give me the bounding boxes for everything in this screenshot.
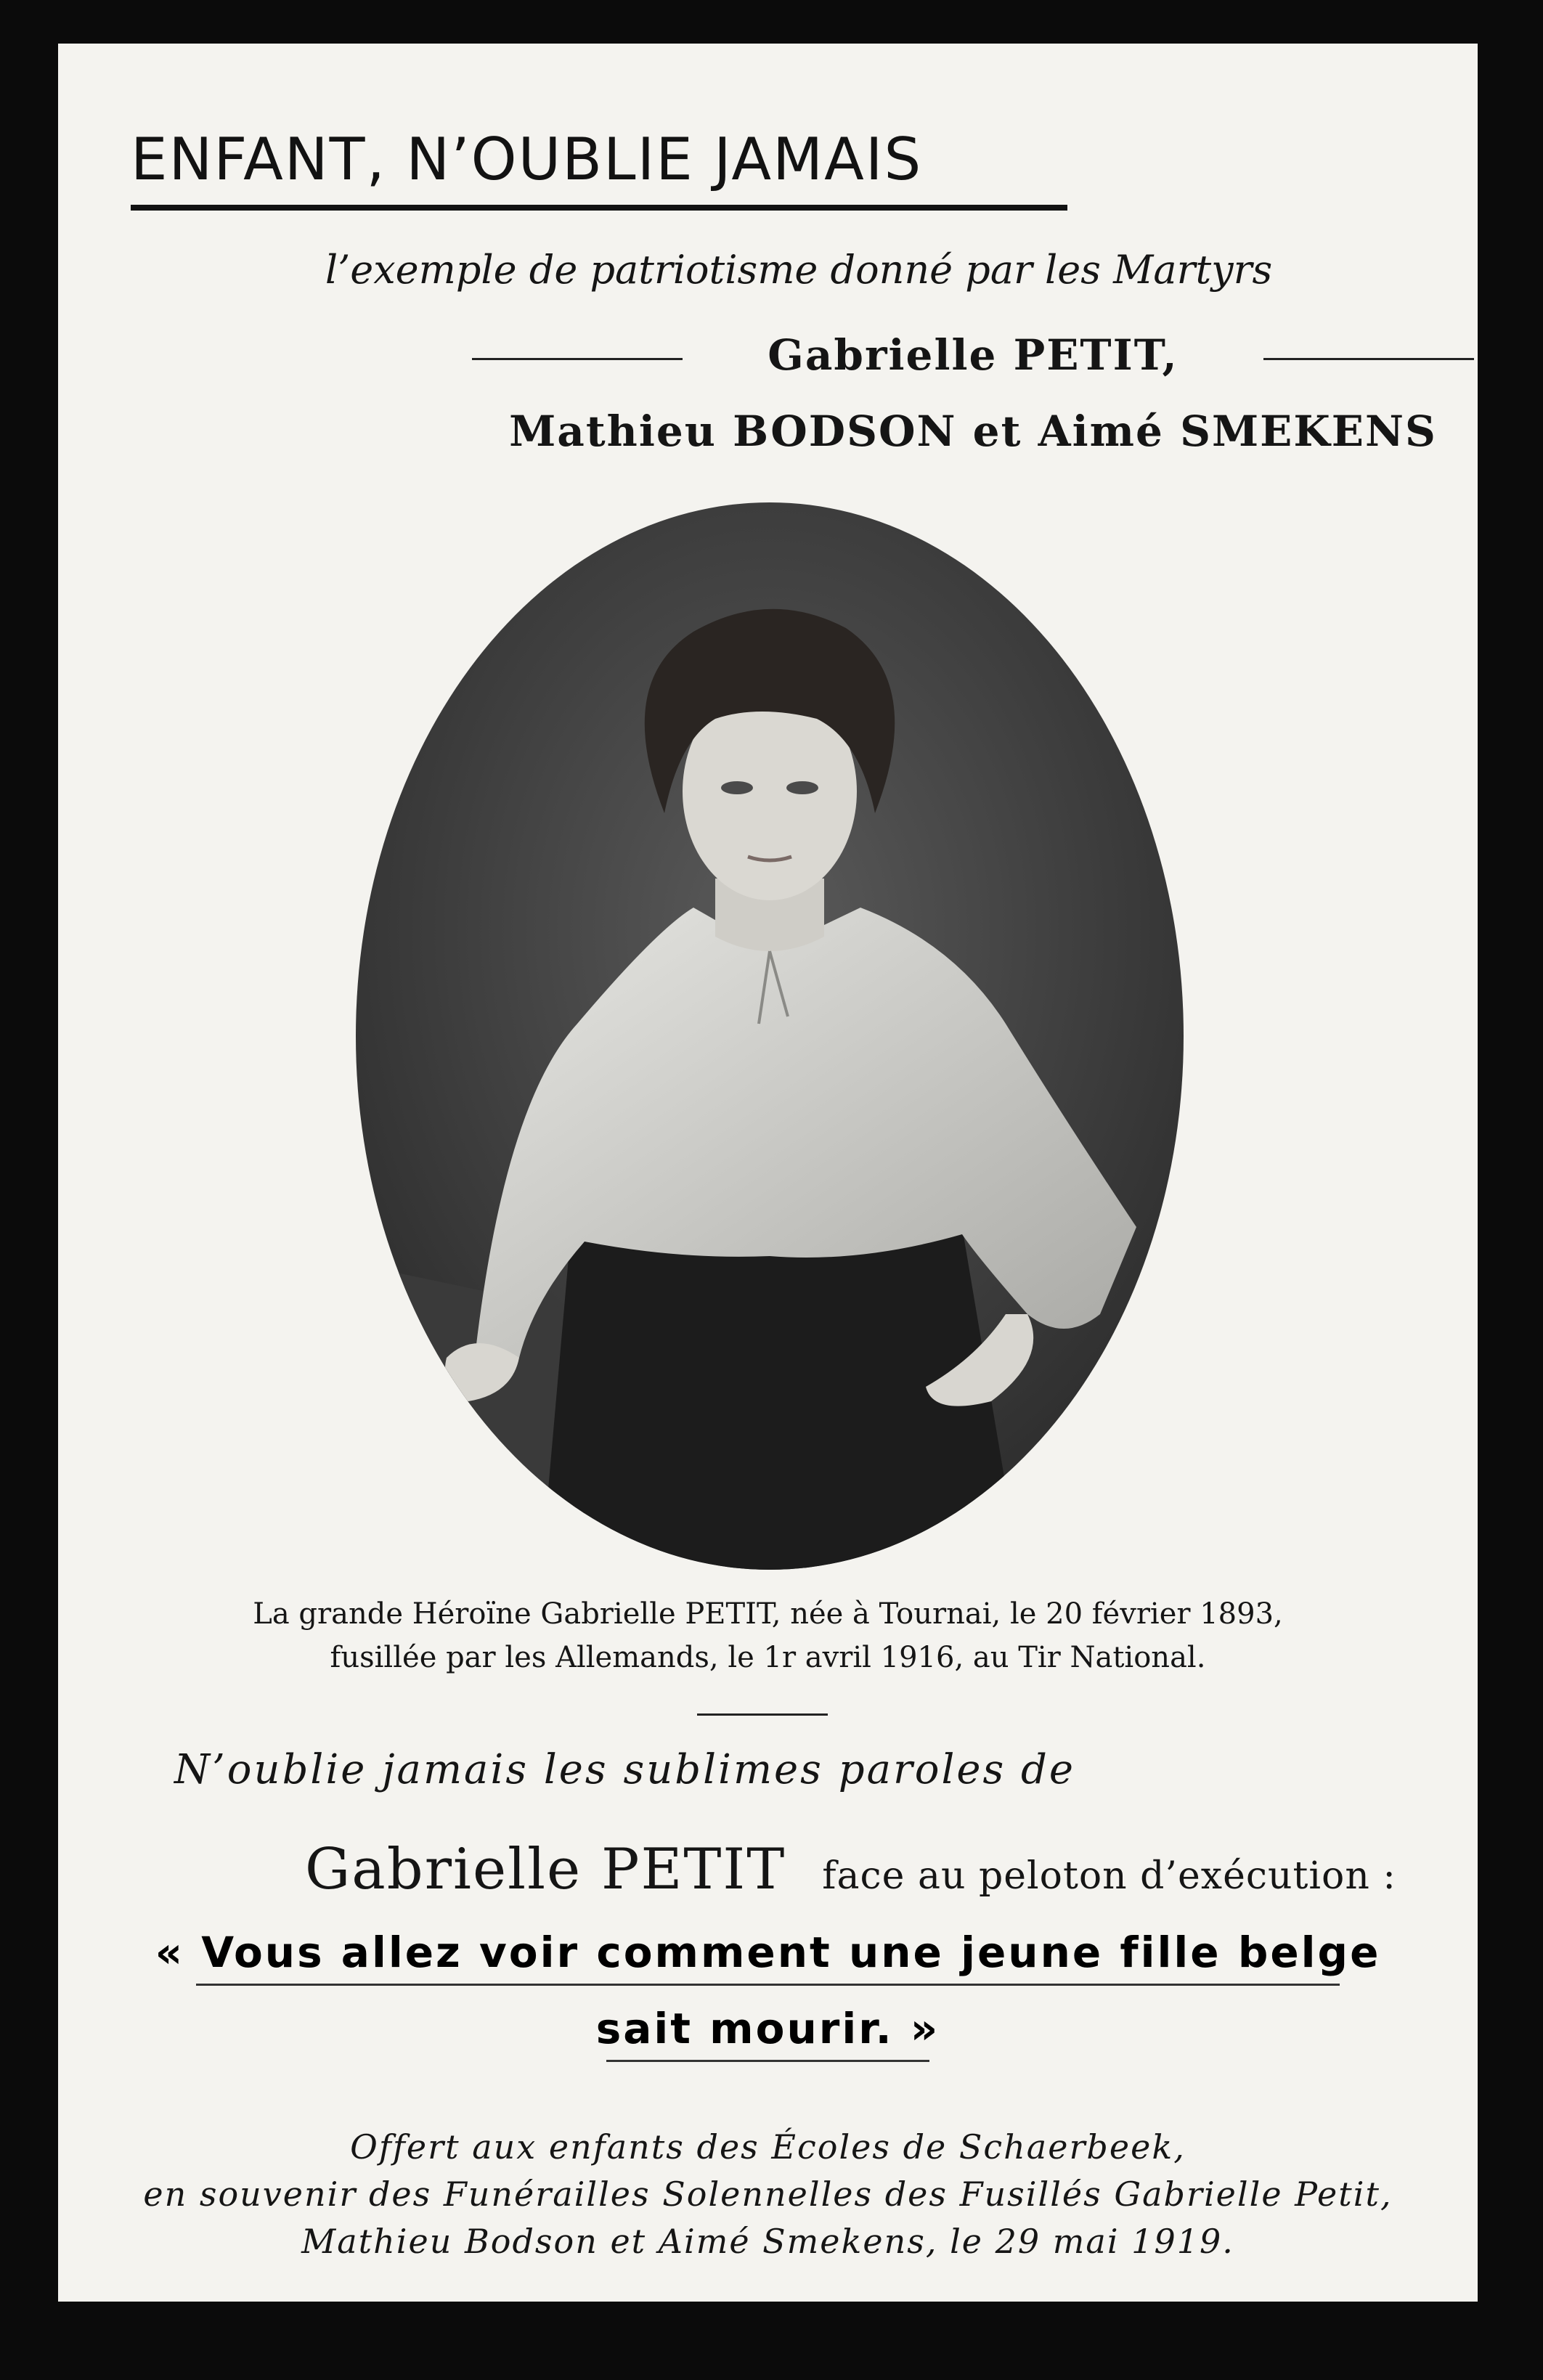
speaker-context: face au peloton d’exécution : bbox=[822, 1854, 1396, 1898]
offered-line-1: Offert aux enfants des Écoles de Schaerbeek, bbox=[350, 2127, 1186, 2167]
right-dash-rule bbox=[1263, 358, 1474, 360]
speaker-name: Gabrielle PETIT bbox=[305, 1837, 786, 1902]
portrait-photo bbox=[352, 501, 1187, 1572]
section-divider bbox=[697, 1713, 828, 1716]
card-title: ENFANT, N’OUBLIE JAMAIS bbox=[131, 126, 923, 193]
offered-line-3: Mathieu Bodson et Aimé Smekens, le 29 mai 1919. bbox=[301, 2222, 1234, 2261]
quote-line-1: « Vous allez voir comment une jeune fille belge bbox=[155, 1928, 1381, 1977]
caption-line-1: La grande Héroïne Gabrielle PETIT, née à Tournai, le 20 février 1893, bbox=[253, 1597, 1283, 1631]
caption-line-2: fusillée par les Allemands, le 1r avril 1916, au Tir National. bbox=[330, 1641, 1206, 1674]
intro-text: l’exemple de patriotisme donné par les Martyrs bbox=[325, 247, 1273, 293]
remember-line: N’oublie jamais les sublimes paroles de bbox=[174, 1746, 1076, 1793]
title-underline bbox=[131, 205, 1067, 211]
speaker-line bbox=[305, 1837, 1396, 1902]
martyr-name-gabrielle: Gabrielle PETIT, bbox=[768, 330, 1178, 380]
quote-rule-2 bbox=[606, 2060, 929, 2062]
quote-line-2: sait mourir. » bbox=[595, 2004, 940, 2053]
martyr-names-bodson-smekens: Mathieu BODSON et Aimé SMEKENS bbox=[509, 407, 1437, 456]
quote-rule-1 bbox=[196, 1984, 1340, 1986]
offered-line-2: en souvenir des Funérailles Solennelles des Fusillés Gabrielle Petit, bbox=[143, 2175, 1393, 2214]
memorial-card bbox=[58, 44, 1478, 2302]
